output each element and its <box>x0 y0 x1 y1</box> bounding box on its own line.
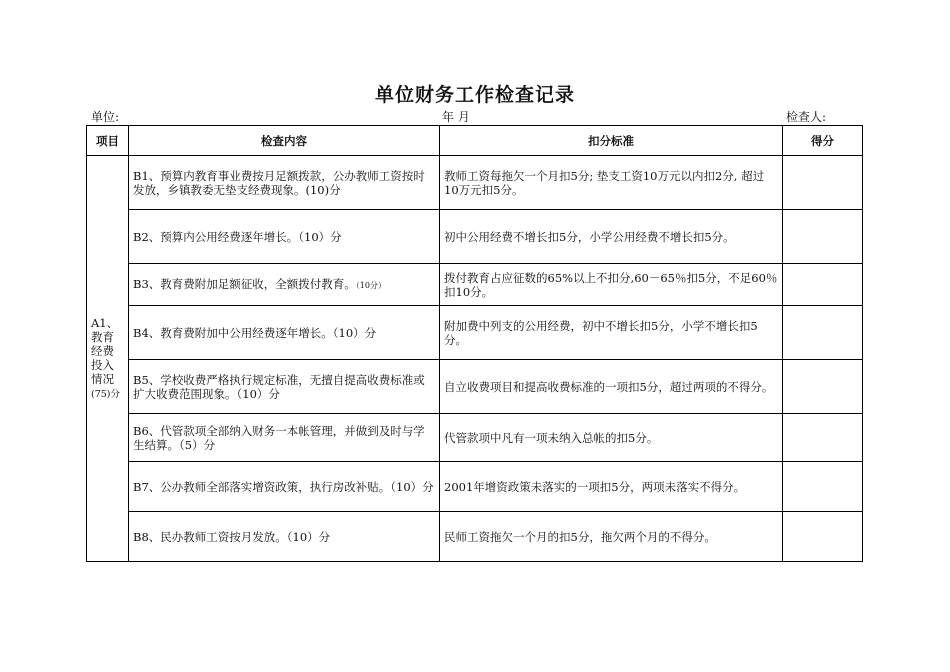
score-cell[interactable] <box>783 462 863 512</box>
score-cell[interactable] <box>783 306 863 360</box>
standard-cell: 初中公用经费不增长扣5分，小学公用经费不增长扣5分。 <box>440 210 783 264</box>
table-row <box>87 360 863 414</box>
page-title: 单位财务工作检查记录 <box>374 84 575 106</box>
group-name: A1、教育经费投入情况 <box>91 315 119 386</box>
header-standard: 扣分标准 <box>440 126 783 156</box>
table-row <box>87 210 863 264</box>
content-cell: B7、公办教师全部落实增资政策，执行房改补贴。（10）分 <box>129 462 440 512</box>
header-item: 项目 <box>87 126 129 156</box>
table-row <box>87 462 863 512</box>
group-item-cell <box>87 156 129 562</box>
content-points-small: （10分） <box>355 280 386 290</box>
group-points: (75)分 <box>91 388 121 400</box>
content-cell: B1、预算内教育事业费按月足额拨款，公办教师工资按时发放，乡镇教委无垫支经费现象。(10)分 <box>129 156 440 210</box>
content-cell: B5、学校收费严格执行规定标准，无擅自提高收费标准或扩大收费范围现象。（10）分 <box>129 360 440 414</box>
table-row <box>87 512 863 562</box>
score-cell[interactable] <box>783 264 863 306</box>
date-label: 年 月 <box>442 110 470 124</box>
standard-cell: 代管款项中凡有一项未纳入总帐的扣5分。 <box>440 414 783 462</box>
content-cell: B4、教育费附加中公用经费逐年增长。（10）分 <box>129 306 440 360</box>
standard-cell: 附加费中列支的公用经费，初中不增长扣5分，小学不增长扣5分。 <box>440 306 783 360</box>
table-row <box>87 414 863 462</box>
standard-cell: 教师工资每拖欠一个月扣5分; 垫支工资10万元以内扣2分, 超过10万元扣5分。 <box>440 156 783 210</box>
inspector-label: 检查人: <box>786 110 827 124</box>
header-score: 得分 <box>783 126 863 156</box>
content-cell <box>129 264 440 306</box>
inspection-table <box>86 125 863 562</box>
content-cell: B6、代管款项全部纳入财务一本帐管理，并做到及时与学生结算。（5）分 <box>129 414 440 462</box>
header-content: 检查内容 <box>129 126 440 156</box>
content-cell: B2、预算内公用经费逐年增长。（10）分 <box>129 210 440 264</box>
standard-cell: 2001年增资政策未落实的一项扣5分，两项未落实不得分。 <box>440 462 783 512</box>
score-cell[interactable] <box>783 360 863 414</box>
score-cell[interactable] <box>783 414 863 462</box>
standard-cell: 民师工资拖欠一个月的扣5分，拖欠两个月的不得分。 <box>440 512 783 562</box>
score-cell[interactable] <box>783 210 863 264</box>
score-cell[interactable] <box>783 156 863 210</box>
content-cell: B8、民办教师工资按月发放。（10）分 <box>129 512 440 562</box>
standard-cell: 拨付教育占应征数的65%以上不扣分,60－65％扣5分，不足60％扣10分。 <box>440 264 783 306</box>
table-row <box>87 264 863 306</box>
score-cell[interactable] <box>783 512 863 562</box>
unit-label: 单位: <box>91 110 120 124</box>
table-header-row <box>87 126 863 156</box>
standard-cell: 自立收费项目和提高收费标准的一项扣5分，超过两项的不得分。 <box>440 360 783 414</box>
table-row <box>87 306 863 360</box>
table-row <box>87 156 863 210</box>
content-main: B3、教育费附加足额征收，全额拨付教育。 <box>133 276 356 291</box>
